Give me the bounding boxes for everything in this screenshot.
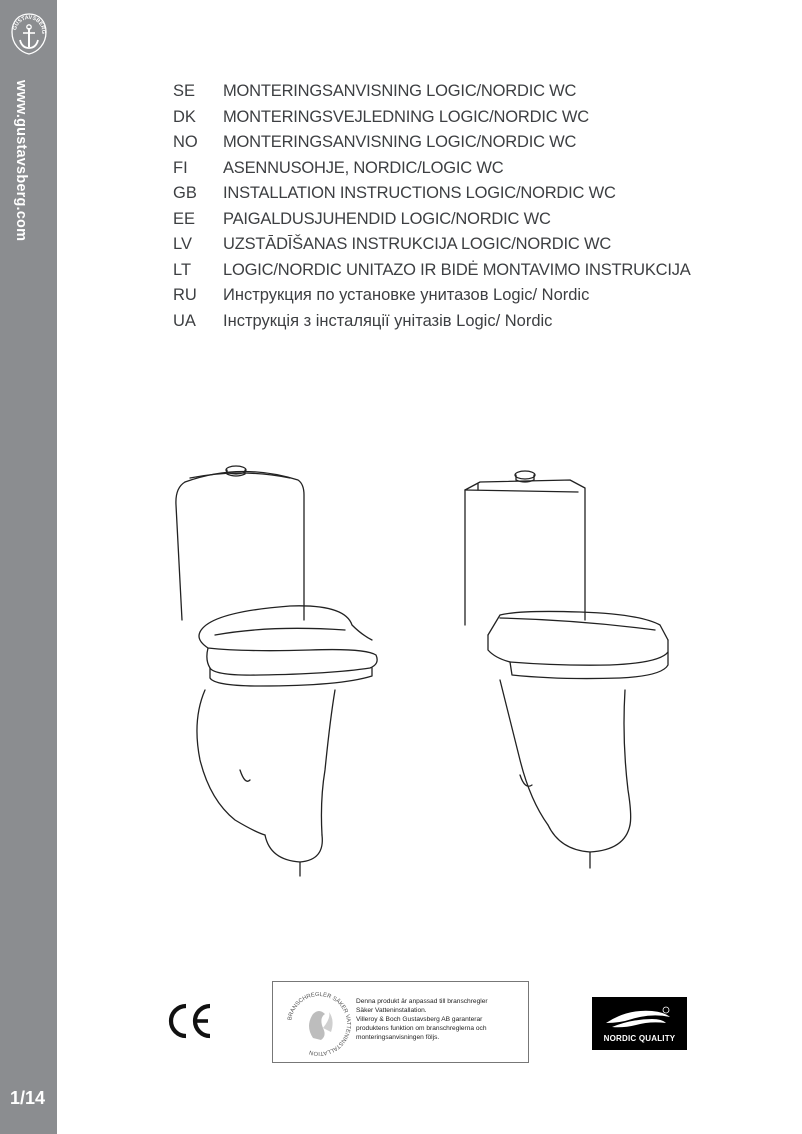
emblem-text: BRANSCHREGLER SÄKER VATTENINSTALLATION [287,991,352,1057]
saker-vatteninstallation-emblem-icon [283,988,355,1058]
document-title: MONTERINGSANVISNING LOGIC/NORDIC WC [223,133,577,152]
certification-text [356,998,524,1043]
website-url: www.gustavsberg.com [13,80,29,242]
certification-line: monteringsanvisningen följs. [356,1033,440,1041]
document-title: UZSTĀDĪŠANAS INSTRUKCIJA LOGIC/NORDIC WC [223,235,612,254]
document-title: MONTERINGSVEJLEDNING LOGIC/NORDIC WC [223,107,589,126]
language-code: FI [173,158,188,177]
document-title: PAIGALDUSJUHENDID LOGIC/NORDIC WC [223,209,551,228]
page-number: 1/14 [10,1088,46,1108]
language-code: NO [173,133,198,152]
document-title: MONTERINGSANVISNING LOGIC/NORDIC WC [223,82,577,101]
document-title: ASENNUSOHJE, NORDIC/LOGIC WC [223,158,504,177]
language-code: DK [173,107,196,126]
ce-mark-label: CE [168,1002,170,1003]
certification-line: produktens funktion om branschreglerna och [356,1024,487,1032]
seal-text: GUSTAVSBERG [12,14,47,35]
document-title: INSTALLATION INSTRUCTIONS LOGIC/NORDIC WC [223,184,616,203]
language-code: LT [173,260,192,279]
certification-box [272,981,529,1063]
document-title: Інструкція з інсталяції унітазів Logic/ Nordic [223,311,553,330]
nordic-quality-label: NORDIC QUALITY [603,1034,676,1043]
certification-line: Säker Vatteninstallation. [356,1006,427,1014]
language-code: GB [173,184,197,203]
language-code: LV [173,235,192,254]
logic-wc-illustration [176,466,377,876]
document-title: Инструкция по установке унитазов Logic/ Nordic [223,286,590,305]
certification-line: Villeroy & Boch Gustavsberg AB garanterar [356,1015,483,1023]
ce-mark-icon [168,1002,214,1040]
document-title: LOGIC/NORDIC UNITAZO IR BIDĖ MONTAVIMO INSTRUKCIJA [223,260,691,279]
nordic-quality-logo [592,997,687,1050]
language-code: SE [173,82,196,101]
language-code: EE [173,209,196,228]
certification-line: Denna produkt är anpassad till branschregler [356,998,488,1005]
language-code: RU [173,286,197,305]
language-code: UA [173,311,196,330]
nordic-wc-illustration [465,471,668,868]
